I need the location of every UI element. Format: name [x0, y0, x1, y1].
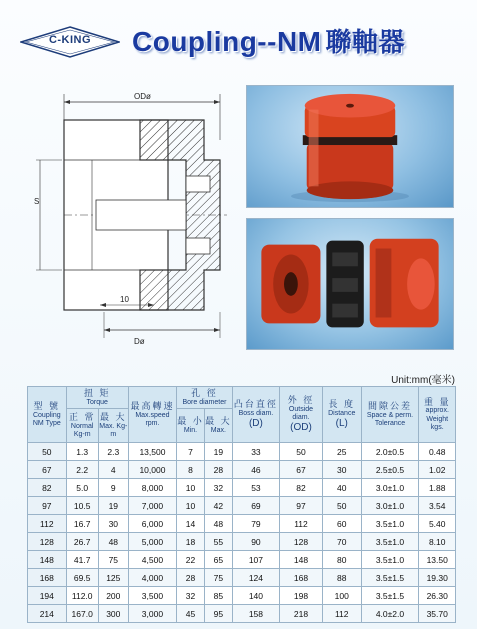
table-cell: 50 [28, 443, 67, 461]
table-cell: 32 [204, 479, 232, 497]
table-cell: 300 [98, 605, 128, 623]
table-cell: 26.7 [66, 533, 98, 551]
table-cell: 28 [204, 461, 232, 479]
table-row [28, 443, 456, 461]
spec-table [27, 386, 456, 623]
table-cell: 60 [322, 515, 361, 533]
table-cell: 75 [204, 569, 232, 587]
col-max-header: 最 大 Max. Kg-m [98, 409, 128, 443]
table-cell: 3.5±1.0 [361, 515, 419, 533]
table-cell: 10,000 [128, 461, 176, 479]
title-cn: 聯軸器 [325, 27, 406, 57]
table-cell: 30 [322, 461, 361, 479]
table-cell: 112 [28, 515, 67, 533]
table-cell: 82 [28, 479, 67, 497]
table-cell: 167.0 [66, 605, 98, 623]
table-cell: 42 [204, 497, 232, 515]
table-row [28, 605, 456, 623]
table-cell: 10 [177, 479, 205, 497]
table-cell: 3.5±1.5 [361, 569, 419, 587]
table-row [28, 551, 456, 569]
table-cell: 107 [232, 551, 279, 569]
table-row [28, 515, 456, 533]
table-cell: 50 [280, 443, 323, 461]
title-en: Coupling--NM [132, 26, 322, 57]
table-cell: 82 [280, 479, 323, 497]
table-cell: 13.50 [419, 551, 456, 569]
table-cell: 0.48 [419, 443, 456, 461]
table-cell: 3.5±1.0 [361, 551, 419, 569]
table-cell: 80 [322, 551, 361, 569]
table-cell: 7,000 [128, 497, 176, 515]
table-cell: 45 [177, 605, 205, 623]
col-weight-header: 重 量 approx. Weight kgs. [419, 387, 456, 443]
table-cell: 4,500 [128, 551, 176, 569]
table-cell: 5.0 [66, 479, 98, 497]
col-od-header: 外 徑 Outside diam. (OD) [280, 387, 323, 443]
table-cell: 10 [177, 497, 205, 515]
table-cell: 69 [232, 497, 279, 515]
table-cell: 85 [204, 587, 232, 605]
table-cell: 1.88 [419, 479, 456, 497]
table-cell: 46 [232, 461, 279, 479]
table-cell: 8 [177, 461, 205, 479]
table-row [28, 587, 456, 605]
table-cell: 112 [280, 515, 323, 533]
table-cell: 214 [28, 605, 67, 623]
table-cell: 97 [28, 497, 67, 515]
col-boss-header: 凸台直徑 Boss diam. (D) [232, 387, 279, 443]
table-cell: 7 [177, 443, 205, 461]
coupling-exploded-photo [246, 218, 454, 350]
table-cell: 148 [28, 551, 67, 569]
coupling-assembled-photo [246, 85, 454, 208]
table-cell: 4,000 [128, 569, 176, 587]
table-cell: 67 [28, 461, 67, 479]
table-cell: 8.10 [419, 533, 456, 551]
table-cell: 41.7 [66, 551, 98, 569]
table-cell: 28 [177, 569, 205, 587]
table-cell: 1.3 [66, 443, 98, 461]
table-cell: 48 [204, 515, 232, 533]
col-bore-header: 孔 徑 Bore diameter [177, 387, 233, 409]
col-distance-header: 長 度 Distance (L) [322, 387, 361, 443]
table-cell: 6,000 [128, 515, 176, 533]
table-cell: 3.5±1.0 [361, 533, 419, 551]
table-cell: 88 [322, 569, 361, 587]
table-cell: 19.30 [419, 569, 456, 587]
spec-table-body [28, 443, 456, 623]
table-cell: 2.0±0.5 [361, 443, 419, 461]
table-cell: 4.0±2.0 [361, 605, 419, 623]
table-cell: 13,500 [128, 443, 176, 461]
table-cell: 2.2 [66, 461, 98, 479]
brand-logo [20, 26, 120, 58]
table-cell: 194 [28, 587, 67, 605]
table-cell: 158 [232, 605, 279, 623]
table-cell: 19 [98, 497, 128, 515]
table-cell: 53 [232, 479, 279, 497]
od-dimension-label: ODø [134, 92, 151, 101]
d-dimension-label: Dø [134, 337, 145, 346]
table-cell: 128 [28, 533, 67, 551]
table-cell: 4 [98, 461, 128, 479]
table-cell: 48 [98, 533, 128, 551]
table-cell: 33 [232, 443, 279, 461]
table-cell: 100 [322, 587, 361, 605]
page-title [132, 22, 405, 59]
table-cell: 67 [280, 461, 323, 479]
logo-text: C-KING [48, 34, 92, 46]
table-cell: 25 [322, 443, 361, 461]
table-cell: 14 [177, 515, 205, 533]
table-cell: 200 [98, 587, 128, 605]
table-cell: 198 [280, 587, 323, 605]
table-cell: 2.3 [98, 443, 128, 461]
table-row [28, 533, 456, 551]
table-cell: 22 [177, 551, 205, 569]
table-cell: 95 [204, 605, 232, 623]
table-cell: 90 [232, 533, 279, 551]
table-cell: 40 [322, 479, 361, 497]
table-cell: 3.0±1.0 [361, 497, 419, 515]
table-cell: 70 [322, 533, 361, 551]
col-bmax-header: 最 大 Max. [204, 409, 232, 443]
col-bmin-header: 最 小 Min. [177, 409, 205, 443]
table-cell: 32 [177, 587, 205, 605]
table-cell: 1.02 [419, 461, 456, 479]
col-torque-header: 扭 矩 Torque [66, 387, 128, 409]
table-cell: 5.40 [419, 515, 456, 533]
table-cell: 148 [280, 551, 323, 569]
table-cell: 3.5±1.5 [361, 587, 419, 605]
table-cell: 9 [98, 479, 128, 497]
table-cell: 16.7 [66, 515, 98, 533]
table-cell: 168 [280, 569, 323, 587]
table-row [28, 461, 456, 479]
table-cell: 140 [232, 587, 279, 605]
col-type-header: 型 號 Coupling NM Type [28, 387, 67, 443]
table-cell: 2.5±0.5 [361, 461, 419, 479]
table-cell: 124 [232, 569, 279, 587]
table-cell: 50 [322, 497, 361, 515]
table-cell: 112.0 [66, 587, 98, 605]
table-cell: 168 [28, 569, 67, 587]
table-row [28, 569, 456, 587]
table-cell: 8,000 [128, 479, 176, 497]
table-cell: 112 [322, 605, 361, 623]
table-cell: 30 [98, 515, 128, 533]
table-cell: 75 [98, 551, 128, 569]
col-speed-header: 最高轉速 Max.speed rpm. [128, 387, 176, 443]
s-dimension-label: S [34, 197, 40, 206]
table-cell: 3,500 [128, 587, 176, 605]
table-cell: 65 [204, 551, 232, 569]
table-row [28, 497, 456, 515]
table-cell: 97 [280, 497, 323, 515]
table-cell: 218 [280, 605, 323, 623]
table-cell: 5,000 [128, 533, 176, 551]
dim-10-label: 10 [120, 295, 129, 304]
table-cell: 55 [204, 533, 232, 551]
table-row [28, 479, 456, 497]
table-cell: 35.70 [419, 605, 456, 623]
table-cell: 3.54 [419, 497, 456, 515]
technical-drawing [22, 80, 234, 350]
table-cell: 3.0±1.0 [361, 479, 419, 497]
col-space-header: 間隙公差 Space & perm. Tolerance [361, 387, 419, 443]
table-cell: 18 [177, 533, 205, 551]
unit-label: Unit:mm(毫米) [391, 375, 455, 386]
table-cell: 26.30 [419, 587, 456, 605]
table-cell: 79 [232, 515, 279, 533]
table-cell: 69.5 [66, 569, 98, 587]
table-cell: 10.5 [66, 497, 98, 515]
table-cell: 128 [280, 533, 323, 551]
table-cell: 3,000 [128, 605, 176, 623]
table-cell: 125 [98, 569, 128, 587]
table-cell: 19 [204, 443, 232, 461]
col-normal-header: 正 常 Normal Kg-m [66, 409, 98, 443]
